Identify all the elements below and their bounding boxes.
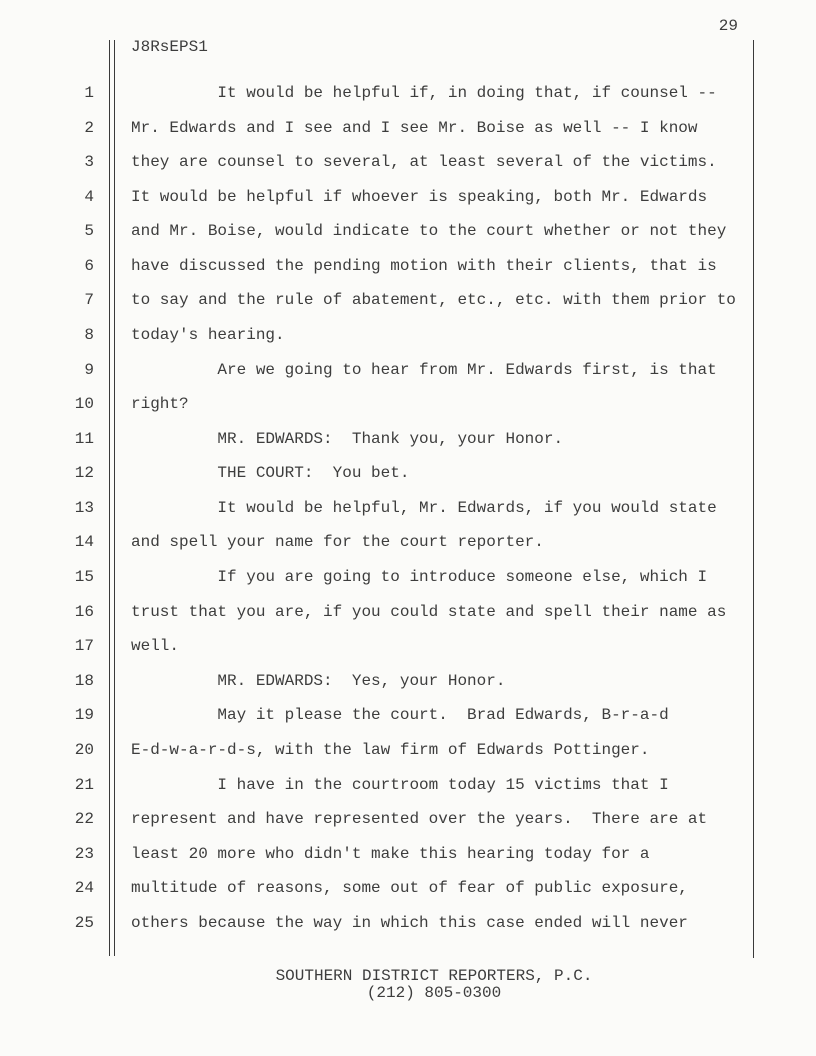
line-number: 11 bbox=[74, 429, 94, 448]
transcript-line-row bbox=[0, 629, 816, 664]
line-text: multitude of reasons, some out of fear of public exposure, bbox=[131, 879, 688, 898]
line-number: 2 bbox=[84, 118, 94, 137]
line-text: MR. EDWARDS: Thank you, your Honor. bbox=[131, 429, 564, 448]
line-number: 7 bbox=[84, 291, 94, 310]
line-text: May it please the court. Brad Edwards, B-r-a-d bbox=[131, 706, 669, 725]
transcript-line-row bbox=[0, 491, 816, 526]
line-number: 3 bbox=[84, 153, 94, 172]
line-number: 8 bbox=[84, 326, 94, 345]
transcript-line-row bbox=[0, 594, 816, 629]
line-number: 22 bbox=[74, 810, 94, 829]
line-text: well. bbox=[131, 637, 180, 656]
transcript-line-row bbox=[0, 767, 816, 802]
transcript-line-row bbox=[0, 387, 816, 422]
line-text: I have in the courtroom today 15 victims that I bbox=[131, 775, 669, 794]
transcript-line-row bbox=[0, 664, 816, 699]
transcript-body bbox=[0, 76, 816, 940]
session-id: J8RsEPS1 bbox=[131, 38, 208, 56]
line-text: THE COURT: You bet. bbox=[131, 464, 410, 483]
reporter-footer bbox=[131, 968, 737, 1003]
transcript-line-row bbox=[0, 871, 816, 906]
line-number: 6 bbox=[84, 256, 94, 275]
line-number: 18 bbox=[74, 671, 94, 690]
reporter-phone: (212) 805-0300 bbox=[366, 984, 502, 1003]
transcript-line-row bbox=[0, 249, 816, 284]
line-text: have discussed the pending motion with their clients, that is bbox=[131, 256, 717, 275]
line-text: to say and the rule of abatement, etc., etc. with them prior to bbox=[131, 291, 736, 310]
line-text: E-d-w-a-r-d-s, with the law firm of Edwards Pottinger. bbox=[131, 740, 650, 759]
transcript-line-row bbox=[0, 76, 816, 111]
transcript-line-row bbox=[0, 456, 816, 491]
transcript-line-row bbox=[0, 802, 816, 837]
line-number: 13 bbox=[74, 498, 94, 517]
page-number: 29 bbox=[718, 17, 738, 35]
line-number: 9 bbox=[84, 360, 94, 379]
line-number: 20 bbox=[74, 740, 94, 759]
line-number: 1 bbox=[84, 83, 94, 102]
line-number: 14 bbox=[74, 533, 94, 552]
line-text: If you are going to introduce someone else, which I bbox=[131, 568, 708, 587]
line-text: trust that you are, if you could state and spell their name as bbox=[131, 602, 727, 621]
line-text: right? bbox=[131, 395, 189, 414]
line-number: 10 bbox=[74, 395, 94, 414]
line-text: It would be helpful if, in doing that, if counsel -- bbox=[131, 83, 717, 102]
transcript-line-row bbox=[0, 698, 816, 733]
line-number: 15 bbox=[74, 568, 94, 587]
transcript-line-row bbox=[0, 214, 816, 249]
line-number: 24 bbox=[74, 879, 94, 898]
transcript-line-row bbox=[0, 352, 816, 387]
line-text: and spell your name for the court reporter. bbox=[131, 533, 544, 552]
transcript-line-row bbox=[0, 421, 816, 456]
line-text: MR. EDWARDS: Yes, your Honor. bbox=[131, 671, 506, 690]
line-number: 23 bbox=[74, 844, 94, 863]
line-text: and Mr. Boise, would indicate to the court whether or not they bbox=[131, 222, 727, 241]
transcript-line-row bbox=[0, 318, 816, 353]
line-text: It would be helpful if whoever is speaking, both Mr. Edwards bbox=[131, 187, 708, 206]
line-text: Mr. Edwards and I see and I see Mr. Boise as well -- I know bbox=[131, 118, 698, 137]
line-number: 21 bbox=[74, 775, 94, 794]
line-number: 16 bbox=[74, 602, 94, 621]
transcript-line-row bbox=[0, 560, 816, 595]
transcript-line-row bbox=[0, 283, 816, 318]
line-text: others because the way in which this case ended will never bbox=[131, 913, 688, 932]
transcript-line-row bbox=[0, 110, 816, 145]
line-text: represent and have represented over the years. There are at bbox=[131, 810, 708, 829]
transcript-line-row bbox=[0, 179, 816, 214]
transcript-line-row bbox=[0, 836, 816, 871]
line-text: they are counsel to several, at least several of the victims. bbox=[131, 153, 717, 172]
line-number: 17 bbox=[74, 637, 94, 656]
line-number: 4 bbox=[84, 187, 94, 206]
transcript-line-row bbox=[0, 733, 816, 768]
line-text: It would be helpful, Mr. Edwards, if you would state bbox=[131, 498, 717, 517]
line-text: today's hearing. bbox=[131, 326, 285, 345]
line-number: 19 bbox=[74, 706, 94, 725]
line-text: least 20 more who didn't make this hearing today for a bbox=[131, 844, 650, 863]
line-number: 5 bbox=[84, 222, 94, 241]
line-number: 12 bbox=[74, 464, 94, 483]
line-text: Are we going to hear from Mr. Edwards first, is that bbox=[131, 360, 717, 379]
line-number: 25 bbox=[74, 913, 94, 932]
transcript-line-row bbox=[0, 525, 816, 560]
transcript-line-row bbox=[0, 906, 816, 941]
reporter-name: SOUTHERN DISTRICT REPORTERS, P.C. bbox=[275, 967, 593, 985]
transcript-line-row bbox=[0, 145, 816, 180]
